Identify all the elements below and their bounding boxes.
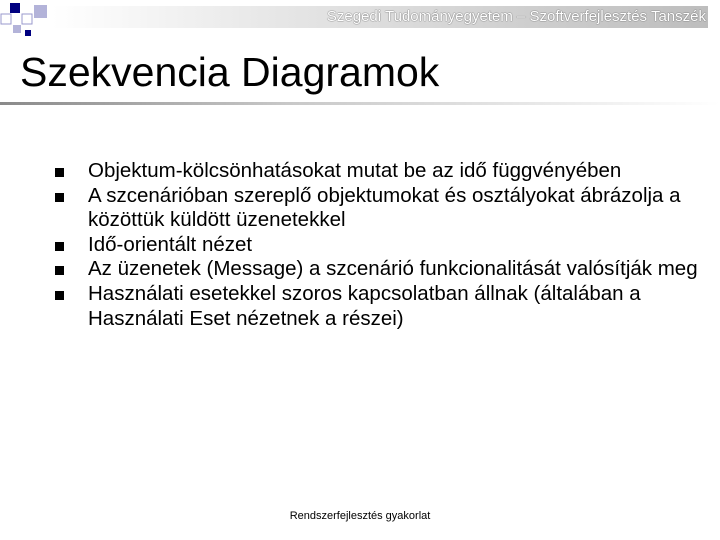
bullet-item (88, 184, 698, 233)
decor-square-outline-2 (22, 14, 32, 24)
decor-square-dark-2 (25, 30, 31, 36)
title-underline (0, 102, 720, 105)
bullet-text: Objektum-kölcsönhatásokat mutat be az idő függvényében (88, 159, 622, 182)
square-bullet-icon (55, 266, 64, 275)
corner-squares-decoration (0, 0, 60, 42)
bullet-item (88, 233, 698, 258)
bullet-item (88, 282, 698, 331)
bullet-list (88, 159, 698, 331)
decor-square-dark-1 (10, 3, 20, 13)
square-bullet-icon (55, 242, 64, 251)
bullet-text: Az üzenetek (Message) a szcenárió funkcionalitását valósítják meg (88, 257, 698, 281)
decor-square-light-1 (34, 5, 47, 18)
header-department-text: Szegedi Tudományegyetem – Szoftverfejlesztés Tanszék (326, 8, 706, 25)
slide-title: Szekvencia Diagramok (20, 49, 440, 95)
square-bullet-icon (55, 291, 64, 300)
footer-text: Rendszerfejlesztés gyakorlat (289, 510, 431, 522)
bullet-item (88, 159, 698, 184)
decor-square-outline-1 (1, 14, 11, 24)
square-bullet-icon (55, 193, 64, 202)
bullet-item (88, 257, 698, 282)
bullet-text: A szcenárióban szereplő objektumokat és osztályokat ábrázolja a közöttük küldött üzenetekkel (88, 183, 681, 232)
bullet-text: Használati esetekkel szoros kapcsolatban állnak (általában a Használati Eset nézetnek a részei) (88, 281, 641, 330)
decor-square-light-2 (13, 25, 21, 33)
square-bullet-icon (55, 168, 64, 177)
bullet-text: Idő-orientált nézet (88, 232, 253, 256)
